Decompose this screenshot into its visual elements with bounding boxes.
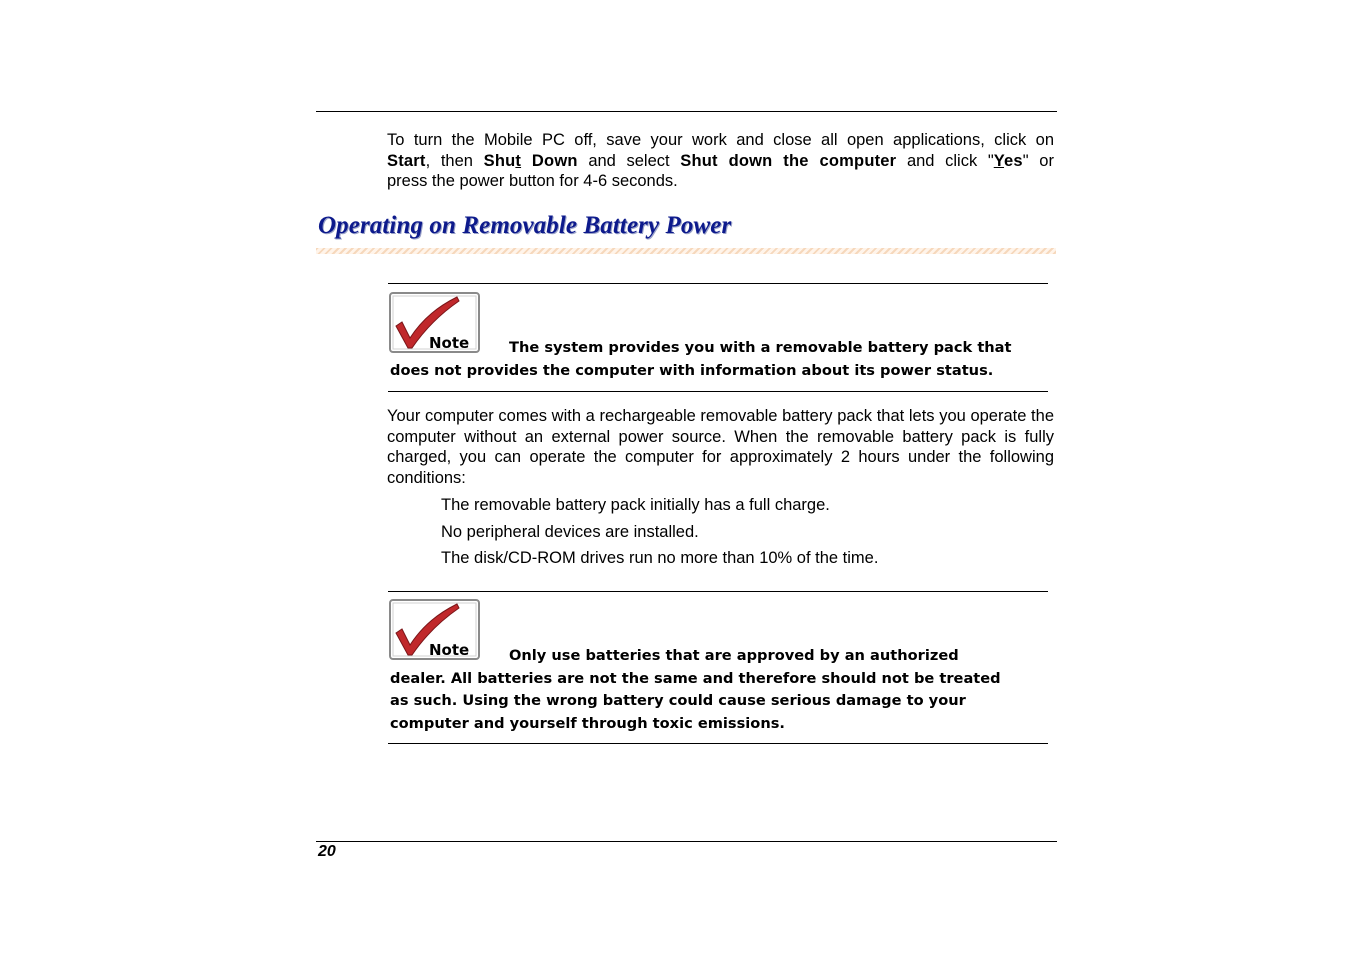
note2-line-1: Only use batteries that are approved by an authorized [509,647,959,664]
note1-bottom-rule [388,391,1048,392]
heading-underline [316,248,1056,254]
note1-line-2: does not provides the computer with information about its power status. [390,362,994,379]
condition-item: The removable battery pack initially has a full charge. [441,496,830,514]
down-part: Down [521,151,578,170]
shut-down-term [484,152,578,170]
intro-line-1: To turn the Mobile PC off, save your work and close all open applications, click on [387,131,1054,149]
note2-line-4: computer and yourself through toxic emissions. [390,715,785,732]
note-check-icon [389,599,481,661]
note1-top-rule [388,283,1048,284]
yes-term [994,152,1023,170]
footer-rule [316,841,1057,842]
condition-item: The disk/CD-ROM drives run no more than 10% of the time. [441,549,879,567]
note-icon-label: Note [429,641,470,659]
intro-text-then: , then [425,151,484,170]
intro-line-2 [387,151,1054,172]
yes-rest: es [1004,151,1023,170]
intro-text-and-select: and select [577,151,681,170]
section-heading: Operating on Removable Battery Power [318,212,732,239]
battery-paragraph: Your computer comes with a rechargeable removable battery pack that lets you operate the computer without an external power source. When the removable battery pack is fully charged, you can operate the computer for approximately 2 hours under the following conditions: [387,407,1054,487]
intro-line-3: press the power button for 4-6 seconds. [387,172,678,190]
header-rule [316,111,1057,112]
condition-item: No peripheral devices are installed. [441,523,699,541]
page-number: 20 [318,843,336,860]
yes-underlined-y: Y [993,151,1005,170]
note-icon-label: Note [429,334,470,352]
intro-text-and-click: and click " [896,151,994,170]
intro-text-or: " or [1022,151,1054,170]
shut-part: Shu [483,151,516,170]
note2-bottom-rule [388,743,1048,744]
start-term: Start [387,151,426,170]
intro-paragraph [387,130,1054,192]
shut-underlined-t: t [515,151,522,170]
note-check-icon [389,292,481,354]
shut-down-computer-term: Shut down the computer [680,151,897,170]
note2-line-3: as such. Using the wrong battery could cause serious damage to your [390,692,966,709]
note1-line-1: The system provides you with a removable battery pack that [509,339,1012,356]
note2-line-2: dealer. All batteries are not the same and therefore should not be treated [390,670,1001,687]
note2-top-rule [388,591,1048,592]
